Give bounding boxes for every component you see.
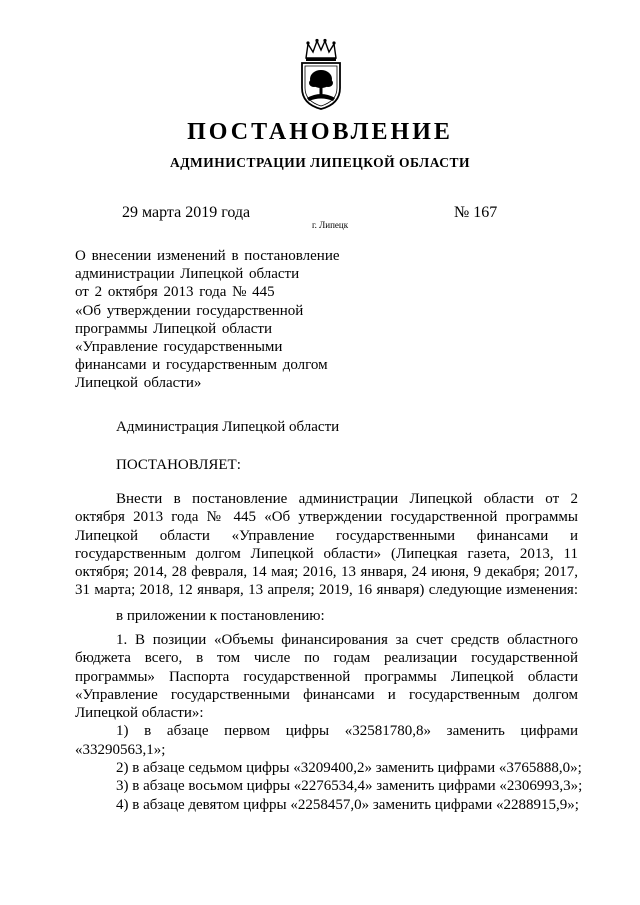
subject-line: от 2 октября 2013 года № 445 [75, 284, 275, 301]
issuing-authority: АДМИНИСТРАЦИИ ЛИПЕЦКОЙ ОБЛАСТИ [169, 155, 471, 170]
annex-line: в приложении к постановлению: [116, 608, 325, 624]
paragraph-line: программы» Паспорта государственной программы Липецкой области [75, 668, 578, 685]
paragraph-line: 31 марта; 2018, 12 января, 13 апреля; 2019, 16 января) следующие изменения: [75, 582, 578, 599]
paragraph-line: бюджета всего, в том числе по годам реализации государственной [75, 650, 578, 667]
paragraph-line: «Управление государственными финансами и государственным долгом [75, 686, 578, 703]
paragraph-line: Липецкой области»: [75, 705, 204, 722]
decree-word: ПОСТАНОВЛЯЕТ: [116, 457, 241, 473]
document-subject [75, 247, 340, 393]
document-city: г. Липецк [312, 220, 349, 230]
subitem-1-line: 1) в абзаце первом цифры «32581780,8» заменить цифрами [116, 723, 578, 740]
subitem-2: 2) в абзаце седьмом цифры «3209400,2» заменить цифрами «3765888,0»; [116, 760, 582, 777]
subject-line: О внесении изменений в постановление [75, 248, 340, 264]
intro-paragraph [75, 490, 578, 600]
item-1-paragraph [75, 631, 583, 814]
subitem-3: 3) в абзаце восьмом цифры «2276534,4» заменить цифрами «2306993,3»; [116, 778, 583, 795]
paragraph-line: Липецкой области «Управление государственными финансами и [75, 527, 578, 544]
coat-of-arms-emblem [296, 38, 346, 110]
issuer-line: Администрация Липецкой области [116, 419, 340, 435]
paragraph-line: октября; 2014, 28 февраля, 14 мая; 2016, 13 января, 24 июня, 9 декабря; 2017, [75, 564, 578, 581]
paragraph-line: октября 2013 года № 445 «Об утверждении государственной программы [75, 509, 578, 526]
document-date: 29 марта 2019 года [122, 204, 251, 221]
subject-line: финансами и государственным долгом [75, 357, 328, 374]
document-type-title: ПОСТАНОВЛЕНИЕ [187, 119, 453, 145]
subject-line: Липецкой области» [75, 375, 202, 392]
subitem-1-line: «33290563,1»; [75, 741, 166, 758]
paragraph-line: Внести в постановление администрации Липецкой области от 2 [116, 491, 578, 507]
subitem-4: 4) в абзаце девятом цифры «2258457,0» заменить цифрами «2288915,9»; [116, 796, 579, 813]
subject-line: «Управление государственными [75, 339, 283, 356]
document-number: № 167 [454, 204, 498, 221]
subject-line: администрации Липецкой области [75, 266, 300, 283]
subject-line: программы Липецкой области [75, 320, 273, 337]
paragraph-line: 1. В позиции «Объемы финансирования за счет средств областного [116, 632, 578, 648]
paragraph-line: государственным долгом Липецкой области» (Липецкая газета, 2013, 11 [75, 545, 578, 562]
subject-line: «Об утверждении государственной [75, 302, 304, 319]
